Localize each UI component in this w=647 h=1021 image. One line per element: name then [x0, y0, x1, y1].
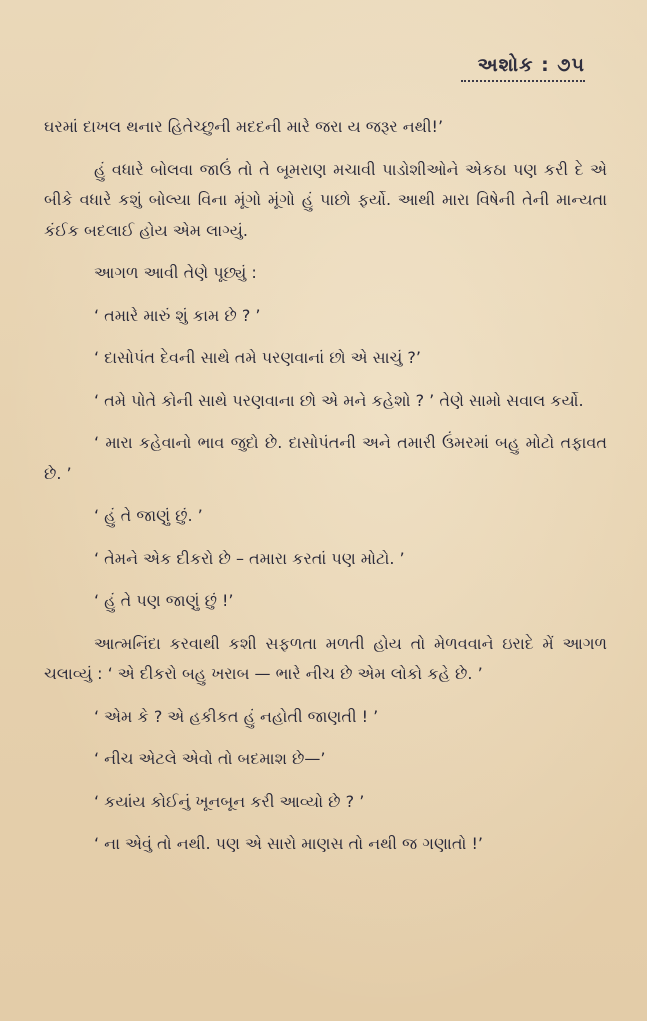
dialogue-line: ‘ દાસોપંત દેવની સાથે તમે પરણવાનાં છો એ સાચું ?’ — [94, 348, 421, 367]
running-head: અશોક : ૭૫ — [477, 54, 585, 76]
body-text — [44, 112, 607, 872]
paragraph: હું વધારે બોલવા જાઉં તો તે બૂમરાણ મચાવી પાડોશીઓને એકઠા પણ કરી દે એ બીકે વધારે કશું બોલ્યા વિના મૂંગો મૂંગો હું પાછો ફર્યો. આથી મારા વિષેની તેની માન્યતા કંઈક બદલાઈ હોય એમ લાગ્યું. — [44, 159, 607, 240]
dialogue-line: ‘ હું તે જાણું છું. ’ — [94, 506, 203, 525]
dialogue-line: ‘ મારા કહેવાનો ભાવ જુદો છે. દાસોપંતની અને તમારી ઉંમરમાં બહુ મોટો તફાવત છે. ’ — [44, 433, 607, 483]
paragraph: આત્મનિંદા કરવાથી કશી સફળતા મળતી હોય તો મેળવવાને ઇરાદે મેં આગળ ચલાવ્યું : ‘ એ દીકરો બહુ ખરાબ — ભારે નીચ છે એમ લોકો કહે છે. ’ — [44, 633, 607, 683]
dialogue-line: ‘ નીચ એટલે એવો તો બદમાશ છે—’ — [94, 749, 326, 768]
dialogue-line: ‘ તમે પોતે કોની સાથે પરણવાના છો એ મને કહેશો ? ’ તેણે સામો સવાલ કર્યો. — [94, 390, 584, 410]
dialogue-line: ‘ એમ કે ? એ હકીકત હું નહોતી જાણતી ! ’ — [94, 706, 379, 726]
dialogue-line: ‘ ના એવું તો નથી. પણ એ સારો માણસ તો નથી જ ગણાતો !’ — [94, 834, 484, 853]
page-header — [461, 54, 585, 82]
dialogue-line: ‘ તેમને એક દીકરો છે – તમારા કરતાં પણ મોટો. ’ — [94, 548, 405, 568]
paragraph: ઘરમાં દાખલ થનાર હિતેચ્છુની મદદની મારે જરા ય જરૂર નથી!’ — [44, 117, 444, 136]
paragraph: આગળ આવી તેણે પૂછ્યું : — [94, 263, 257, 282]
dialogue-line: ‘ કયાંય કોઈનું ખૂનબૂન કરી આવ્યો છે ? ’ — [94, 791, 365, 811]
header-dotted-rule — [461, 80, 585, 82]
dialogue-line: ‘ તમારે મારું શું કામ છે ? ’ — [94, 305, 261, 325]
dialogue-line: ‘ હું તે પણ જાણું છું !’ — [94, 591, 234, 610]
